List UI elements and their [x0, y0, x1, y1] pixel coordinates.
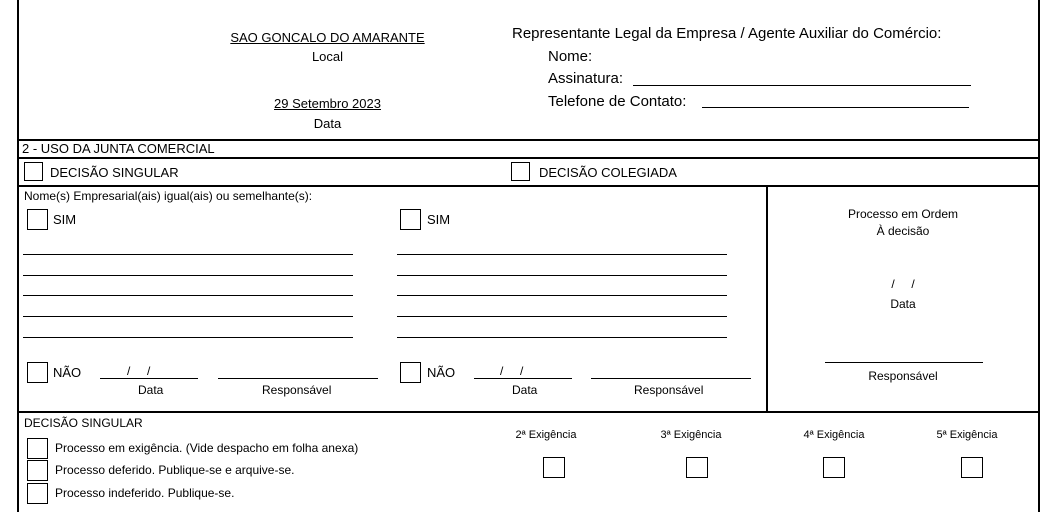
- rep-title: Representante Legal da Empresa / Agente Auxiliar do Comércio:: [512, 25, 942, 42]
- date-label: Data: [313, 116, 342, 131]
- right-data-label: Data: [890, 297, 916, 311]
- data-label-right: Data: [512, 383, 538, 397]
- singular-item-indeferido: Processo indeferido. Publique-se.: [55, 486, 235, 500]
- date-value: 29 Setembro 2023: [274, 96, 381, 111]
- telefone-line[interactable]: [702, 107, 969, 108]
- sim-checkbox-left[interactable]: [27, 209, 48, 230]
- name-line-right-5[interactable]: [397, 337, 727, 338]
- name-line-left-5[interactable]: [23, 337, 353, 338]
- singular-title: DECISÃO SINGULAR: [24, 416, 143, 430]
- assinatura-label: Assinatura:: [548, 70, 624, 87]
- a-decisao-label: À decisão: [876, 224, 930, 238]
- name-line-left-1[interactable]: [23, 254, 353, 255]
- data-label-left: Data: [138, 383, 164, 397]
- exigencia-4-label: 4ª Exigência: [803, 429, 865, 441]
- nao-label-left: NÃO: [53, 365, 82, 380]
- name-line-right-3[interactable]: [397, 295, 727, 296]
- nomes-label: Nome(s) Empresarial(ais) igual(ais) ou semelhante(s):: [24, 189, 313, 203]
- decisao-singular-checkbox[interactable]: [24, 162, 43, 181]
- names-section-bottom: [17, 411, 1040, 413]
- responsavel-label-left: Responsável: [262, 383, 332, 397]
- local-value: SAO GONCALO DO AMARANTE: [230, 30, 425, 45]
- section2-title-bottom: [17, 157, 1040, 159]
- nao-checkbox-right[interactable]: [400, 362, 421, 383]
- indeferido-checkbox[interactable]: [27, 483, 48, 504]
- date-line-left[interactable]: [100, 378, 198, 379]
- date-slashes-left: / /: [127, 364, 151, 378]
- exigencia-checkbox[interactable]: [27, 438, 48, 459]
- nao-label-right: NÃO: [427, 365, 456, 380]
- name-line-left-2[interactable]: [23, 275, 353, 276]
- nome-label: Nome:: [548, 48, 593, 65]
- deferido-checkbox[interactable]: [27, 460, 48, 481]
- name-line-right-4[interactable]: [397, 316, 727, 317]
- name-line-right-2[interactable]: [397, 275, 727, 276]
- right-date-slashes: / /: [891, 277, 915, 291]
- telefone-label: Telefone de Contato:: [548, 93, 687, 110]
- exigencia-2-label: 2ª Exigência: [515, 429, 577, 441]
- exigencia-5-checkbox[interactable]: [961, 457, 983, 478]
- responsavel-line-left[interactable]: [218, 378, 378, 379]
- sim-label-right: SIM: [427, 212, 451, 227]
- decisao-colegiada-checkbox[interactable]: [511, 162, 530, 181]
- responsavel-label-right: Responsável: [634, 383, 704, 397]
- section2-title: 2 - USO DA JUNTA COMERCIAL: [22, 141, 215, 156]
- assinatura-line[interactable]: [633, 85, 971, 86]
- right-border: [1038, 0, 1040, 512]
- name-line-right-1[interactable]: [397, 254, 727, 255]
- processo-ordem-label: Processo em Ordem: [847, 207, 959, 221]
- singular-item-exigencia: Processo em exigência. (Vide despacho em folha anexa): [55, 441, 359, 455]
- singular-item-deferido: Processo deferido. Publique-se e arquive-se.: [55, 463, 295, 477]
- exigencia-5-label: 5ª Exigência: [936, 429, 998, 441]
- sim-checkbox-right[interactable]: [400, 209, 421, 230]
- right-responsavel-label: Responsável: [868, 369, 938, 383]
- name-line-left-3[interactable]: [23, 295, 353, 296]
- right-responsavel-line[interactable]: [825, 362, 983, 363]
- exigencia-3-checkbox[interactable]: [686, 457, 708, 478]
- left-border: [17, 0, 19, 512]
- local-label: Local: [311, 49, 344, 64]
- exigencia-4-checkbox[interactable]: [823, 457, 845, 478]
- nao-checkbox-left[interactable]: [27, 362, 48, 383]
- exigencia-3-label: 3ª Exigência: [660, 429, 722, 441]
- responsavel-line-right[interactable]: [591, 378, 751, 379]
- decisao-colegiada-label: DECISÃO COLEGIADA: [539, 165, 677, 180]
- exigencia-2-checkbox[interactable]: [543, 457, 565, 478]
- decisao-row-bottom: [17, 185, 1040, 187]
- date-slashes-right: / /: [500, 364, 524, 378]
- decisao-singular-label: DECISÃO SINGULAR: [50, 165, 179, 180]
- sim-label-left: SIM: [53, 212, 77, 227]
- name-line-left-4[interactable]: [23, 316, 353, 317]
- date-line-right[interactable]: [474, 378, 572, 379]
